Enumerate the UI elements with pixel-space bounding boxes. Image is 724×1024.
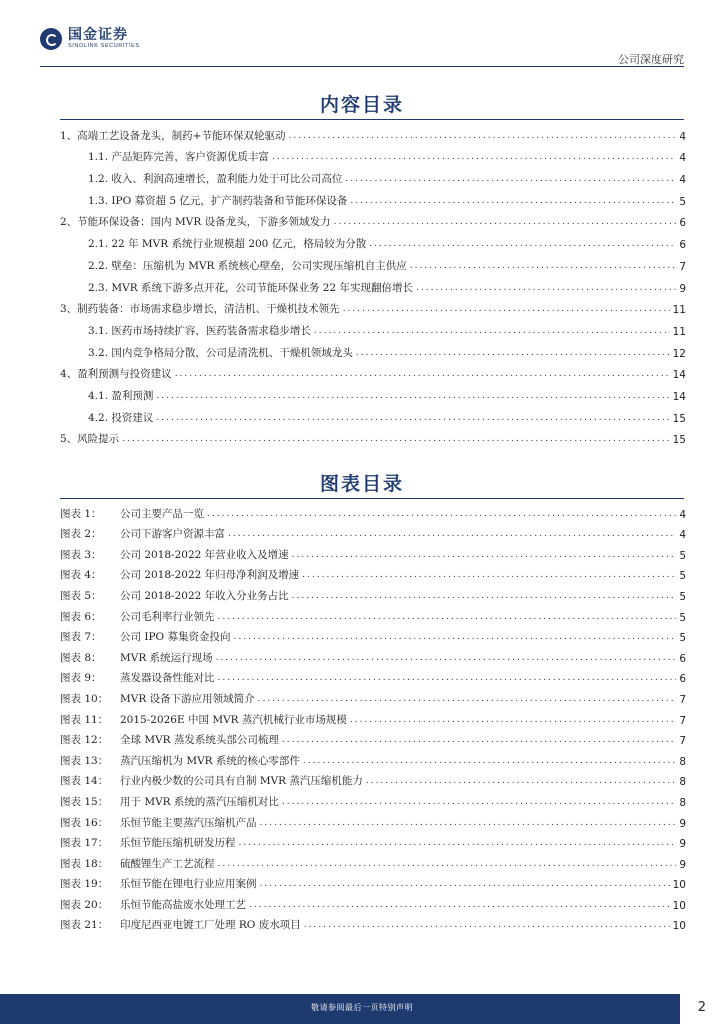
figure-entry-label: 图表 12： bbox=[60, 734, 109, 747]
figure-entry-label: 图表 6： bbox=[60, 610, 102, 623]
toc-leader-dots bbox=[345, 172, 676, 186]
figure-entry-page: 7 bbox=[679, 693, 686, 706]
logo-icon bbox=[40, 28, 62, 50]
toc-entry-page: 11 bbox=[672, 304, 686, 317]
toc-entry-page: 15 bbox=[672, 434, 686, 447]
toc-entry-text: 3.2. 国内竞争格局分散，公司是清洗机、干燥机领域龙头 bbox=[88, 346, 353, 359]
figure-entry-label: 图表 21： bbox=[60, 919, 109, 932]
header-divider bbox=[40, 66, 684, 67]
figure-entry-label: 图表 18： bbox=[60, 857, 109, 870]
toc-entry-text: 2.1. 22 年 MVR 系统行业规模超 200 亿元，格局较为分散 bbox=[88, 238, 367, 251]
figure-entry[interactable] bbox=[60, 747, 686, 768]
toc-leader-dots bbox=[314, 324, 670, 338]
figure-entry-label: 图表 10： bbox=[60, 692, 109, 705]
figure-entry[interactable] bbox=[60, 644, 686, 665]
toc-entry-page: 12 bbox=[672, 347, 686, 360]
figure-entry-page: 8 bbox=[679, 796, 686, 809]
page-number: 2 bbox=[697, 1000, 706, 1015]
toc-entry[interactable] bbox=[60, 143, 686, 165]
figure-entry-text: MVR 设备下游应用领域简介 bbox=[120, 692, 255, 705]
toc-entry-text: 2.2. 壁垒：压缩机为 MVR 系统核心壁垒，公司实现压缩机自主供应 bbox=[88, 259, 407, 272]
figure-entry-label: 图表 17： bbox=[60, 837, 109, 850]
figure-entry-page: 5 bbox=[679, 570, 686, 583]
toc-leader-dots bbox=[410, 259, 677, 273]
figure-entry-page: 5 bbox=[679, 611, 686, 624]
figure-entry-label: 图表 16： bbox=[60, 816, 109, 829]
toc-leader-dots bbox=[343, 302, 670, 316]
figure-entry-page: 10 bbox=[672, 899, 686, 912]
figures-title-rule bbox=[60, 498, 684, 499]
figure-entry-page: 9 bbox=[679, 858, 686, 871]
contents-list bbox=[60, 121, 686, 446]
figure-entry-text: 蒸发器设备性能对比 bbox=[120, 672, 215, 685]
figure-entry[interactable] bbox=[60, 830, 686, 851]
figure-entry[interactable] bbox=[60, 891, 686, 912]
toc-entry[interactable] bbox=[60, 381, 686, 403]
toc-entry[interactable] bbox=[60, 121, 686, 143]
figure-entry-page: 6 bbox=[679, 652, 686, 665]
figure-entry-page: 9 bbox=[679, 817, 686, 830]
figure-entry-label: 图表 14： bbox=[60, 775, 109, 788]
figure-entry-label: 图表 9： bbox=[60, 672, 102, 685]
figure-entry-label: 图表 11： bbox=[60, 713, 109, 726]
figure-leader-dots bbox=[218, 671, 677, 685]
toc-entry[interactable] bbox=[60, 338, 686, 360]
toc-entry-text: 1.3. IPO 募资超 5 亿元，扩产制药装备和节能环保设备 bbox=[88, 194, 348, 207]
figure-entry[interactable] bbox=[60, 685, 686, 706]
toc-entry[interactable] bbox=[60, 186, 686, 208]
figure-entry-page: 8 bbox=[679, 755, 686, 768]
figure-entry-text: 用于 MVR 系统的蒸汽压缩机对比 bbox=[120, 795, 279, 808]
figure-leader-dots bbox=[207, 507, 676, 521]
toc-entry-text: 4.1. 盈利预测 bbox=[88, 389, 154, 402]
figure-entry[interactable] bbox=[60, 603, 686, 624]
figure-entry-label: 图表 20： bbox=[60, 898, 109, 911]
toc-entry[interactable] bbox=[60, 316, 686, 338]
figure-entry-text: 公司下游客户资源丰富 bbox=[120, 528, 225, 541]
toc-entry-page: 6 bbox=[679, 239, 686, 252]
figure-entry-page: 4 bbox=[679, 508, 686, 521]
figure-entry-text: 蒸汽压缩机为 MVR 系统的核心零部件 bbox=[120, 754, 300, 767]
figure-entry[interactable] bbox=[60, 624, 686, 645]
toc-leader-dots bbox=[156, 411, 669, 425]
toc-entry-page: 9 bbox=[679, 282, 686, 295]
figures-title: 图表目录 bbox=[319, 473, 404, 495]
figure-entry[interactable] bbox=[60, 871, 686, 892]
toc-title: 内容目录 bbox=[319, 94, 404, 116]
figure-entry-text: 2015-2026E 中国 MVR 蒸汽机械行业市场规模 bbox=[120, 713, 347, 726]
figure-entry-page: 7 bbox=[679, 714, 686, 727]
figure-entry-label: 图表 1： bbox=[60, 507, 102, 520]
toc-entry-page: 14 bbox=[672, 369, 686, 382]
figure-entry-page: 9 bbox=[679, 838, 686, 851]
figure-leader-dots bbox=[258, 692, 677, 706]
toc-entry[interactable] bbox=[60, 229, 686, 251]
toc-entry[interactable] bbox=[60, 403, 686, 425]
toc-leader-dots bbox=[175, 367, 670, 381]
toc-entry-text: 4.2. 投资建议 bbox=[88, 411, 154, 424]
figure-entry-page: 8 bbox=[679, 776, 686, 789]
toc-leader-dots bbox=[122, 432, 669, 446]
toc-entry-text: 2.3. MVR 系统下游多点开花，公司节能环保业务 22 年实现翻倍增长 bbox=[88, 281, 413, 294]
toc-entry-text: 1.1. 产品矩阵完善，客户资源优质丰富 bbox=[88, 151, 269, 164]
figure-entry-label: 图表 13： bbox=[60, 754, 109, 767]
figure-entry-text: 公司毛利率行业领先 bbox=[120, 610, 215, 623]
figure-entry-label: 图表 4： bbox=[60, 569, 102, 582]
toc-entry[interactable] bbox=[60, 251, 686, 273]
figure-entry-text: 乐恒节能高盐废水处理工艺 bbox=[120, 898, 246, 911]
toc-entry[interactable] bbox=[60, 360, 686, 382]
figure-entry-text: 乐恒节能压缩机研发历程 bbox=[120, 837, 236, 850]
figure-leader-dots bbox=[260, 816, 677, 830]
figure-leader-dots bbox=[366, 774, 676, 788]
footer-disclaimer: 敬请参阅最后一页特别声明 bbox=[311, 1003, 413, 1012]
logo-name-en: SINOLINK SECURITIES bbox=[68, 43, 140, 49]
toc-leader-dots bbox=[416, 281, 676, 295]
toc-entry[interactable] bbox=[60, 425, 686, 447]
toc-leader-dots bbox=[156, 389, 669, 403]
figure-entry-text: 公司 IPO 募集资金投向 bbox=[120, 631, 231, 644]
figures-list bbox=[60, 500, 686, 932]
figure-leader-dots bbox=[228, 527, 676, 541]
toc-leader-dots bbox=[334, 215, 677, 229]
figure-entry[interactable] bbox=[60, 541, 686, 562]
toc-entry-page: 7 bbox=[679, 260, 686, 273]
toc-entry-text: 2、节能环保设备：国内 MVR 设备龙头，下游多领域发力 bbox=[60, 216, 331, 229]
toc-leader-dots bbox=[369, 237, 676, 251]
toc-entry-page: 14 bbox=[672, 390, 686, 403]
toc-entry-text: 4、盈利预测与投资建议 bbox=[60, 368, 172, 381]
figure-entry[interactable] bbox=[60, 912, 686, 933]
figure-entry-text: 公司 2018-2022 年营业收入及增速 bbox=[120, 548, 289, 561]
figure-entry-page: 5 bbox=[679, 632, 686, 645]
toc-entry[interactable] bbox=[60, 273, 686, 295]
toc-entry-text: 3.1. 医药市场持续扩容，医药装备需求稳步增长 bbox=[88, 324, 311, 337]
toc-entry-page: 11 bbox=[672, 325, 686, 338]
figure-entry-text: 全球 MVR 蒸发系统头部公司梳理 bbox=[120, 734, 279, 747]
figure-entry-label: 图表 15： bbox=[60, 795, 109, 808]
figure-leader-dots bbox=[218, 610, 677, 624]
toc-entry-page: 4 bbox=[679, 174, 686, 187]
figure-entry[interactable] bbox=[60, 562, 686, 583]
figure-leader-dots bbox=[303, 754, 676, 768]
figure-entry-label: 图表 2： bbox=[60, 528, 102, 541]
figure-entry-text: 乐恒节能在锂电行业应用案例 bbox=[120, 878, 257, 891]
figure-entry[interactable] bbox=[60, 809, 686, 830]
toc-leader-dots bbox=[356, 346, 670, 360]
toc-entry-page: 15 bbox=[672, 412, 686, 425]
figure-leader-dots bbox=[218, 857, 677, 871]
figure-leader-dots bbox=[234, 630, 677, 644]
toc-entry[interactable] bbox=[60, 208, 686, 230]
page-footer bbox=[0, 994, 724, 1024]
toc-leader-dots bbox=[288, 129, 676, 143]
figure-entry-label: 图表 19： bbox=[60, 878, 109, 891]
figure-entry-text: MVR 系统运行现场 bbox=[120, 651, 213, 664]
figure-leader-dots bbox=[302, 568, 676, 582]
figure-entry-text: 公司 2018-2022 年收入分业务占比 bbox=[120, 589, 289, 602]
toc-entry[interactable] bbox=[60, 164, 686, 186]
toc-entry-page: 5 bbox=[679, 195, 686, 208]
figure-leader-dots bbox=[249, 898, 670, 912]
toc-leader-dots bbox=[272, 150, 676, 164]
figure-entry-label: 图表 3： bbox=[60, 548, 102, 561]
figure-entry[interactable] bbox=[60, 582, 686, 603]
figure-leader-dots bbox=[304, 918, 670, 932]
toc-entry-page: 6 bbox=[679, 217, 686, 230]
toc-entry[interactable] bbox=[60, 295, 686, 317]
toc-entry-text: 5、风险提示 bbox=[60, 433, 120, 446]
figure-entry[interactable] bbox=[60, 521, 686, 542]
logo-name-cn: 国金证券 bbox=[68, 27, 128, 43]
report-type-label: 公司深度研究 bbox=[618, 53, 684, 66]
figure-entry[interactable] bbox=[60, 665, 686, 686]
figure-leader-dots bbox=[216, 651, 677, 665]
figure-entry-page: 10 bbox=[672, 879, 686, 892]
figure-leader-dots bbox=[239, 836, 677, 850]
toc-entry-page: 4 bbox=[679, 152, 686, 165]
figure-leader-dots bbox=[350, 713, 676, 727]
figure-entry-text: 公司主要产品一览 bbox=[120, 507, 204, 520]
figure-entry-label: 图表 8： bbox=[60, 651, 102, 664]
figure-entry[interactable] bbox=[60, 768, 686, 789]
toc-entry-text: 1.2. 收入、利润高速增长，盈利能力处于可比公司高位 bbox=[88, 173, 343, 186]
figure-entry-page: 5 bbox=[679, 549, 686, 562]
figure-entry-page: 6 bbox=[679, 673, 686, 686]
figure-entry-page: 5 bbox=[679, 590, 686, 603]
toc-entry-text: 1、高端工艺设备龙头，制药+节能环保双轮驱动 bbox=[60, 129, 286, 142]
figure-entry[interactable] bbox=[60, 788, 686, 809]
figure-entry-page: 10 bbox=[672, 920, 686, 933]
toc-title-rule bbox=[60, 119, 684, 120]
figure-entry-label: 图表 5： bbox=[60, 589, 102, 602]
figure-entry-page: 4 bbox=[679, 529, 686, 542]
figure-entry-page: 7 bbox=[679, 735, 686, 748]
figure-entry-text: 公司 2018-2022 年归母净利润及增速 bbox=[120, 569, 300, 582]
figure-entry-text: 乐恒节能主要蒸汽压缩机产品 bbox=[120, 816, 257, 829]
toc-entry-page: 4 bbox=[679, 130, 686, 143]
figure-entry[interactable] bbox=[60, 500, 686, 521]
figure-entry-text: 行业内极少数的公司具有自制 MVR 蒸汽压缩机能力 bbox=[120, 775, 363, 788]
toc-entry-text: 3、制药装备：市场需求稳步增长，清洁机、干燥机技术领先 bbox=[60, 303, 340, 316]
figure-entry-text: 硫酸锂生产工艺流程 bbox=[120, 857, 215, 870]
figure-entry-text: 印度尼西亚电镀工厂处理 RO 废水项目 bbox=[120, 919, 301, 932]
toc-leader-dots bbox=[350, 194, 676, 208]
company-logo bbox=[40, 28, 140, 50]
figure-entry[interactable] bbox=[60, 706, 686, 727]
figure-leader-dots bbox=[282, 733, 676, 747]
figure-leader-dots bbox=[282, 795, 676, 809]
figure-leader-dots bbox=[292, 589, 677, 603]
figure-entry[interactable] bbox=[60, 727, 686, 748]
page-header bbox=[0, 0, 724, 66]
figure-entry[interactable] bbox=[60, 850, 686, 871]
figure-leader-dots bbox=[292, 548, 677, 562]
figure-leader-dots bbox=[260, 877, 670, 891]
figure-entry-label: 图表 7： bbox=[60, 631, 102, 644]
